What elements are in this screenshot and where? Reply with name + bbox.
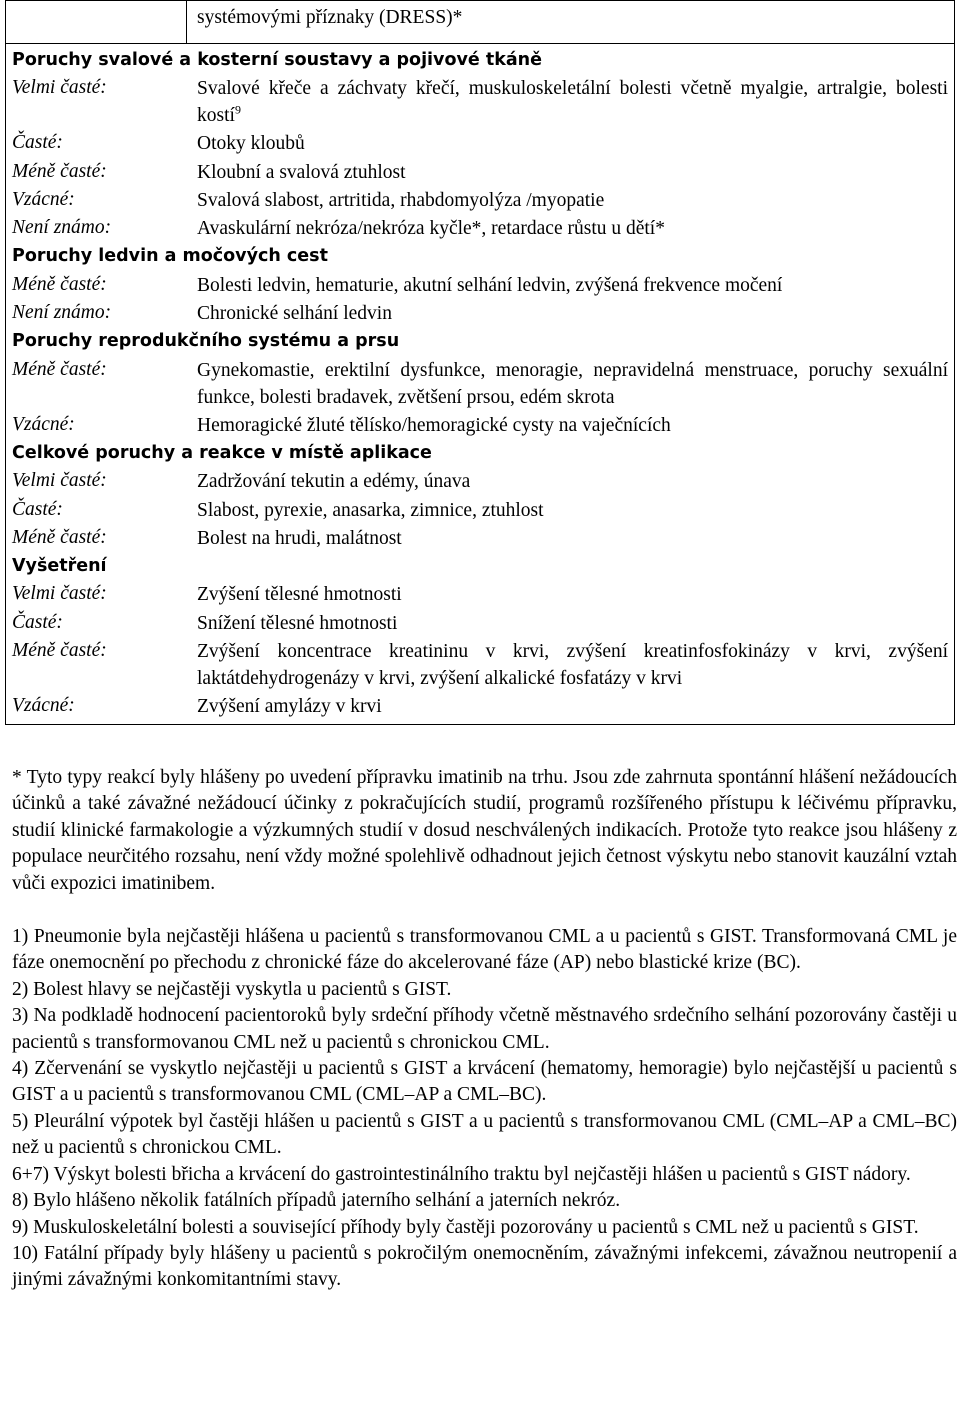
reaction-text bbox=[197, 271, 948, 299]
reaction-text bbox=[197, 158, 948, 186]
adverse-reactions-table bbox=[5, 0, 955, 725]
reaction-text-content: Gynekomastie, erektilní dysfunkce, menoragie, nepravidelná menstruace, poruchy sexuální funkce, bolesti bradavek, zvětšení prsou, edém skrota bbox=[197, 359, 948, 408]
numbered-notes bbox=[12, 924, 957, 1294]
reaction-text bbox=[197, 411, 948, 439]
reaction-text-content: Chronické selhání ledvin bbox=[197, 303, 392, 325]
frequency-label: Časté: bbox=[12, 132, 63, 154]
table-row bbox=[12, 356, 948, 411]
reaction-text bbox=[197, 692, 948, 720]
frequency-label: Vzácné: bbox=[12, 413, 75, 435]
footnote-star: * Tyto typy reakcí byly hlášeny po uvedení přípravku imatinib na trhu. Jsou zde zahrnuta spontánní hlášení nežádoucích účinků a také závažné nežádoucí účinky z pokračujících studií, programů rozšířeného přístupu k léčivému přípravku, studií klinické farmakologie a výzkumných studií v dosud neschválených indikacích. Protože tyto reakce jsou hlášeny z populace neurčitého rozsahu, není vždy možné spolehlivě odhadnout jejich četnost výskytu nebo stanovit kauzální vztah vůči expozici imatinibem. bbox=[12, 767, 957, 894]
table-row bbox=[12, 692, 948, 720]
reaction-text-content: Zvýšení koncentrace kreatininu v krvi, zvýšení kreatinfosfokinázy v krvi, zvýšení laktátdehydrogenázy v krvi, zvýšení alkalické fosfatázy v krvi bbox=[197, 641, 948, 690]
section-heading: Poruchy ledvin a močových cest bbox=[12, 246, 328, 267]
spacer bbox=[12, 897, 957, 924]
table-row bbox=[12, 186, 948, 214]
frequency-label: Méně časté: bbox=[12, 640, 107, 662]
table-row bbox=[12, 467, 948, 495]
reaction-text bbox=[197, 74, 948, 129]
reaction-text-content: Otoky kloubů bbox=[197, 133, 305, 155]
table-body-cell bbox=[6, 44, 955, 725]
table-row bbox=[12, 129, 948, 157]
reaction-text bbox=[197, 299, 948, 327]
numbered-note: 4) Zčervenání se vyskytlo nejčastěji u pacientů s GIST a krvácení (hematomy, hemoragie) bylo nejčastější u pacientů s GIST a u pacientů s transformovanou CML (CML–AP a CML–BC). bbox=[12, 1058, 957, 1106]
section-heading: Poruchy svalové a kosterní soustavy a pojivové tkáně bbox=[12, 50, 542, 70]
top-cell: systémovými příznaky (DRESS)* bbox=[187, 1, 955, 44]
reaction-text-content: Avaskulární nekróza/nekróza kyčle*, retardace růstu u dětí* bbox=[197, 218, 665, 240]
reaction-text-content: Kloubní a svalová ztuhlost bbox=[197, 161, 406, 183]
frequency-label: Méně časté: bbox=[12, 273, 107, 295]
table-header-row bbox=[6, 1, 955, 44]
frequency-label: Velmi časté: bbox=[12, 470, 107, 492]
frequency-label: Velmi časté: bbox=[12, 77, 107, 99]
reaction-text bbox=[197, 637, 948, 692]
frequency-label: Méně časté: bbox=[12, 526, 107, 548]
numbered-note: 6+7) Výskyt bolesti břicha a krvácení do gastrointestinálního traktu byl nejčastěji hlášen u pacientů s GIST nádory. bbox=[12, 1163, 911, 1185]
frequency-label: Časté: bbox=[12, 611, 63, 633]
table-row bbox=[12, 214, 948, 242]
table-row bbox=[12, 609, 948, 637]
reaction-text bbox=[197, 467, 948, 495]
section-heading: Vyšetření bbox=[12, 556, 107, 577]
frequency-label: Není známo: bbox=[12, 302, 112, 324]
numbered-note: 5) Pleurální výpotek byl častěji hlášen u pacientů s GIST a u pacientů s transformovanou CML (CML–AP a CML–BC) než u pacientů s chronickou CML. bbox=[12, 1110, 957, 1159]
table-row bbox=[12, 524, 948, 552]
sections-container bbox=[12, 46, 948, 720]
section-heading: Celkové poruchy a reakce v místě aplikace bbox=[12, 442, 432, 463]
reaction-text-content: Zvýšení amylázy v krvi bbox=[197, 696, 382, 718]
numbered-note: 10) Fatální případy byly hlášeny u pacientů s pokročilým onemocněním, závažnými infekcemi, závažnou neutropenií a jinými závažnými konkomitantními stavy. bbox=[12, 1242, 957, 1291]
numbered-note: 9) Muskuloskeletální bolesti a související příhody byly častěji pozorovány u pacientů s CML než u pacientů s GIST. bbox=[12, 1216, 919, 1238]
reaction-text-content: Zadržování tekutin a edémy, únava bbox=[197, 471, 471, 493]
frequency-label: Vzácné: bbox=[12, 695, 75, 717]
numbered-note: 3) Na podkladě hodnocení pacientoroků byly srdeční příhody včetně městnavého srdečního selhání pozorovány častěji u pacientů s transformovanou CML než u pacientů s chronickou CML. bbox=[12, 1005, 957, 1053]
numbered-note: 1) Pneumonie byla nejčastěji hlášena u pacientů s transformovanou CML a u pacientů s GIST. Transformovaná CML je fáze onemocnění po přechodu z chronické fáze do akcelerované fáze (AP) nebo blastické krize (BC). bbox=[12, 926, 957, 974]
frequency-label: Méně časté: bbox=[12, 358, 107, 380]
table-row bbox=[12, 74, 948, 129]
frequency-label: Vzácné: bbox=[12, 188, 75, 210]
reaction-text bbox=[197, 580, 948, 608]
numbered-note: 8) Bylo hlášeno několik fatálních případů jaterního selhání a jaterních nekróz. bbox=[12, 1190, 621, 1212]
reaction-text bbox=[197, 129, 948, 157]
table-row bbox=[12, 637, 948, 692]
reaction-text-content: Hemoragické žluté tělísko/hemoragické cysty na vaječnících bbox=[197, 414, 671, 436]
reaction-text bbox=[197, 214, 948, 242]
footnotes bbox=[12, 765, 957, 1294]
reaction-text bbox=[197, 356, 948, 411]
empty-cell bbox=[6, 1, 187, 44]
reaction-text-content: Bolest na hrudi, malátnost bbox=[197, 527, 402, 549]
table-row bbox=[12, 158, 948, 186]
frequency-label: Časté: bbox=[12, 498, 63, 520]
table-row bbox=[12, 299, 948, 327]
reaction-text bbox=[197, 609, 948, 637]
table-row bbox=[12, 411, 948, 439]
footnote-reference: 9 bbox=[234, 102, 241, 117]
reaction-text-content: Slabost, pyrexie, anasarka, zimnice, ztuhlost bbox=[197, 499, 544, 521]
reaction-text-content: Zvýšení tělesné hmotnosti bbox=[197, 584, 402, 606]
reaction-text-content: Svalové křeče a záchvaty křečí, muskuloskeletální bolesti včetně myalgie, artralgie, bolesti kostí bbox=[197, 78, 948, 127]
reaction-text bbox=[197, 186, 948, 214]
table-row bbox=[12, 496, 948, 524]
frequency-label: Velmi časté: bbox=[12, 583, 107, 605]
section-heading: Poruchy reprodukčního systému a prsu bbox=[12, 331, 400, 352]
reaction-text-content: Bolesti ledvin, hematurie, akutní selhání ledvin, zvýšená frekvence močení bbox=[197, 274, 783, 296]
reaction-text bbox=[197, 496, 948, 524]
reaction-text bbox=[197, 524, 948, 552]
frequency-label: Není známo: bbox=[12, 217, 112, 239]
frequency-label: Méně časté: bbox=[12, 160, 107, 182]
table-row bbox=[12, 580, 948, 608]
table-row bbox=[12, 271, 948, 299]
reaction-text-content: Snížení tělesné hmotnosti bbox=[197, 612, 398, 634]
reaction-text-content: Svalová slabost, artritida, rhabdomyolýza /myopatie bbox=[197, 189, 605, 211]
numbered-note: 2) Bolest hlavy se nejčastěji vyskytla u pacientů s GIST. bbox=[12, 978, 452, 1000]
